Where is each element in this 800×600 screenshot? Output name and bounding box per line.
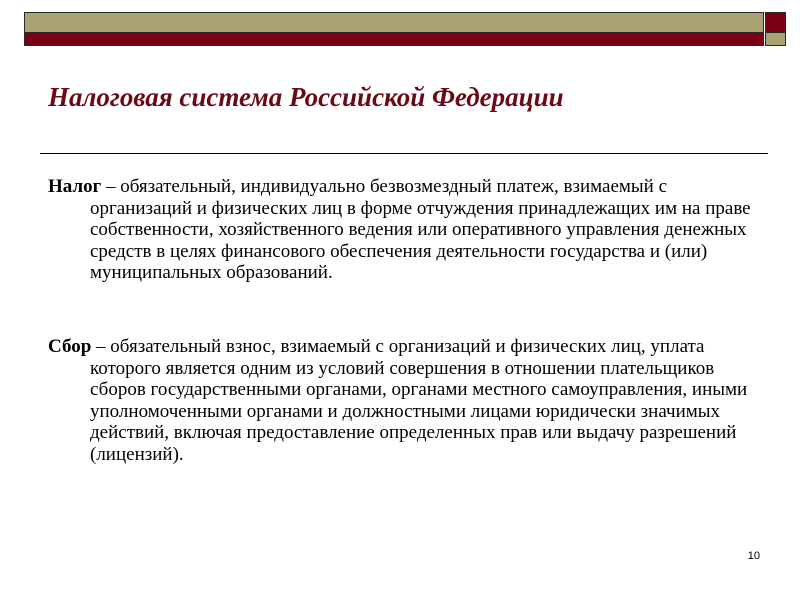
header-square-dark-red [765, 12, 786, 33]
header-square-olive [765, 33, 786, 46]
slide-title: Налоговая система Российской Федерации [48, 82, 564, 112]
definition-tax [48, 176, 760, 284]
term-fee: Сбор [48, 336, 92, 357]
title-divider [40, 153, 768, 154]
header-bar-olive [24, 12, 764, 33]
header-bar-dark-red [24, 33, 764, 46]
definition-fee [48, 336, 760, 465]
definition-tax-text: – обязательный, индивидуально безвозмездный платеж, взимаемый с организаций и физических лиц в форме отчуждения принадлежащих им на праве собственности, хозяйственного ведения или оперативного управления денежных средств в целях финансового обеспечения деятельности государства и (или) муниципальных образований. [90, 176, 751, 283]
page-number: 10 [747, 550, 760, 562]
definition-fee-text: – обязательный взнос, взимаемый с организаций и физических лиц, уплата которого является одним из условий совершения в отношении плательщиков сборов государственными органами, органами местного самоуправления, иными уполномоченными органами и должностными лицами юридически значимых действий, включая предоставление определенных прав или выдачу разрешений (лицензий). [90, 336, 748, 465]
term-tax: Налог [48, 176, 102, 197]
